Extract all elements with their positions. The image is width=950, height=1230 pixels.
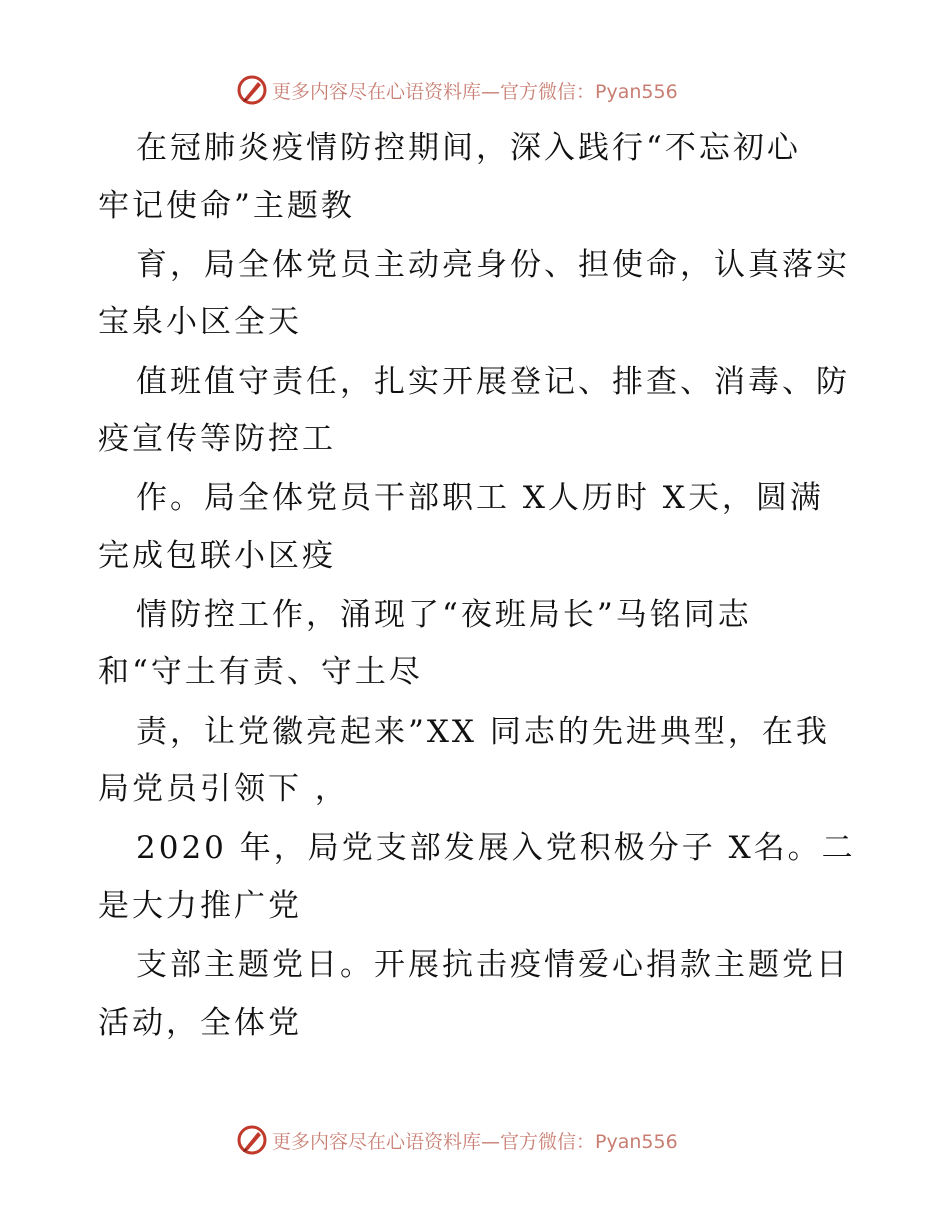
header-watermark [236, 72, 678, 108]
paragraph-line: 情防控工作，涌现了“夜班局长”马铭同志 [136, 597, 752, 633]
paragraph-line: 作。局全体党员干部职工 X人历时 X天，圆满 [136, 480, 824, 516]
pen-logo-icon [236, 1124, 268, 1156]
paragraph-line: 在冠肺炎疫情防控期间，深入践行“不忘初心 [136, 130, 801, 166]
paragraph-line: 育，局全体党员主动亮身份、担使命，认真落实 [136, 247, 850, 283]
paragraph-line: 支部主题党日。开展抗击疫情爱心捐款主题党日 [136, 947, 850, 983]
footer-watermark [236, 1122, 678, 1158]
paragraph-line: 和“守土有责、守土尽 [98, 654, 423, 690]
paragraph-line: 牢记使命”主题教 [98, 188, 355, 224]
paragraph-line: 值班值守责任，扎实开展登记、排查、消毒、防 [136, 364, 850, 400]
paragraph-line: 疫宣传等防控工 [98, 421, 336, 457]
paragraph-line: 责，让党徽亮起来”XX 同志的先进典型，在我 [136, 714, 830, 750]
paragraph-line: 宝泉小区全天 [98, 304, 302, 340]
paragraph-line: 完成包联小区疫 [98, 538, 336, 574]
paragraph-line: 局党员引领下 ， [98, 771, 349, 807]
paragraph-line: 活动，全体党 [98, 1005, 302, 1041]
pen-logo-icon [236, 74, 268, 106]
paragraph-line: 是大力推广党 [98, 888, 302, 924]
footer-watermark-text: 更多内容尽在心语资料库—官方微信：Pyan556 [272, 1130, 678, 1153]
paragraph-line: 2020 年，局党支部发展入党积极分子 X名。二 [136, 830, 856, 866]
header-watermark-text: 更多内容尽在心语资料库—官方微信：Pyan556 [272, 80, 678, 103]
